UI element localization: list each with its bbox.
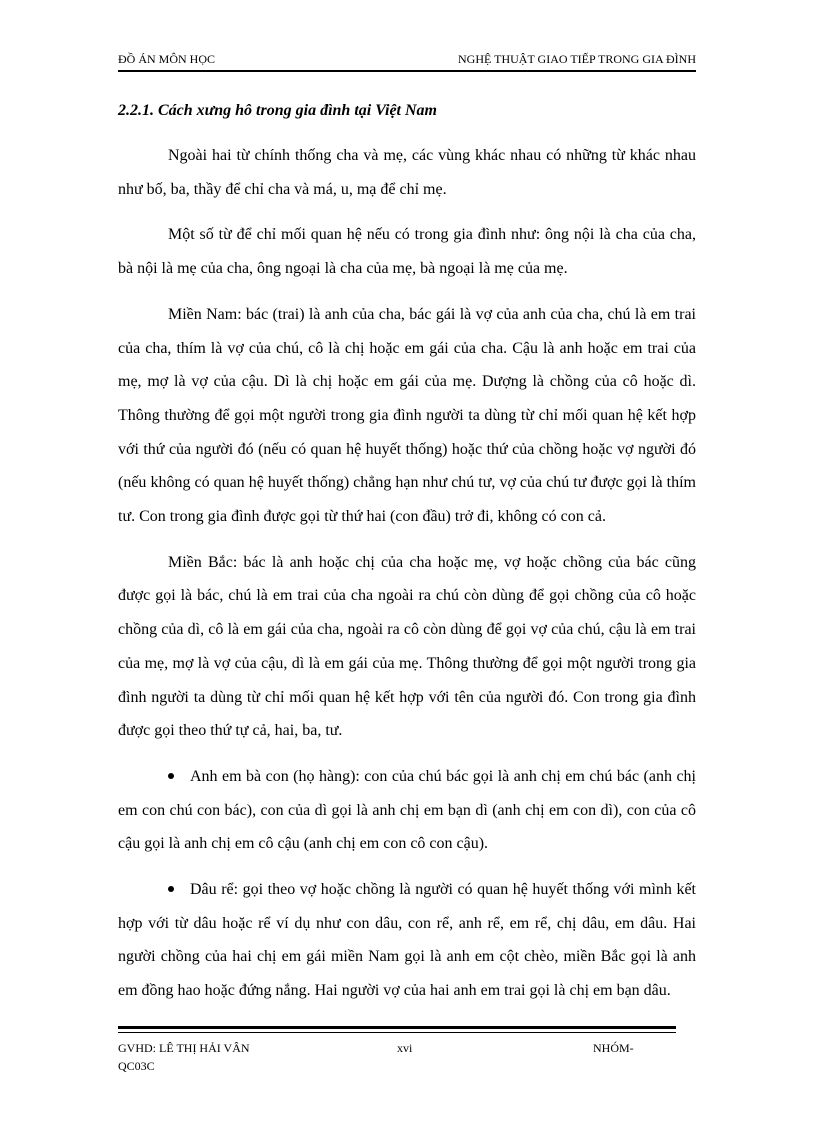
footer-instructor: GVHD: LÊ THỊ HẢI VÂN	[118, 1041, 250, 1055]
header-divider	[118, 70, 696, 72]
bullet-item	[118, 760, 696, 861]
paragraph: Ngoài hai từ chính thống cha và mẹ, các vùng khác nhau có những từ khác nhau như bố, ba, thầy để chỉ cha và má, u, mạ để chỉ mẹ.	[118, 147, 696, 198]
section-heading: 2.2.1. Cách xưng hô trong gia đình tại Việt Nam	[118, 102, 437, 119]
section-body	[118, 139, 696, 1020]
paragraph: Miền Nam: bác (trai) là anh của cha, bác gái là vợ của anh của cha, chú là em trai của cha, thím là vợ của chú, cô là chị hoặc em gái của cha. Cậu là anh hoặc em trai của mẹ, mợ là vợ của cậu. Dì là chị hoặc em gái của mẹ. Dượng là chồng của cô hoặc dì. Thông thường để gọi một người trong gia đình người ta dùng từ chỉ mối quan hệ kết hợp với thứ của người đó (nếu có quan hệ huyết thống) hoặc thứ của chồng hoặc vợ người đó (nếu không có quan hệ huyết thống) chẳng hạn như chú tư, vợ của chú tư được gọi là thím tư. Con trong gia đình được gọi từ thứ hai (con đầu) trở đi, không có con cả.	[118, 305, 696, 526]
bullet-text: Anh em bà con (họ hàng): con của chú bác gọi là anh chị em chú bác (anh chị em con chú con bác), con của dì gọi là anh chị em bạn dì (anh chị em con dì), con của cô cậu gọi là anh chị em cô cậu (anh chị em con cô con cậu).	[118, 767, 696, 853]
footer-divider-thick	[118, 1026, 676, 1029]
footer-group: NHÓM-	[593, 1041, 634, 1055]
footer-page-number: xvi	[397, 1041, 413, 1055]
footer-class-code: QC03C	[118, 1059, 155, 1073]
header-course-label: ĐỒ ÁN MÔN HỌC	[118, 52, 216, 66]
bullet-item	[118, 873, 696, 1008]
footer-divider-thin	[118, 1032, 676, 1033]
header-project-title: NGHỆ THUẬT GIAO TIẾP TRONG GIA ĐÌNH	[458, 52, 696, 66]
bullet-icon	[168, 886, 174, 892]
paragraph: Miền Bắc: bác là anh hoặc chị của cha hoặc mẹ, vợ hoặc chồng của bác cũng được gọi là bác, chú là em trai của cha ngoài ra chú còn dùng để gọi chồng của cô hoặc chồng của dì, cô là em gái của cha, ngoài ra cô còn dùng để gọi vợ của chú, cậu là em trai của mẹ, mợ là vợ của cậu, dì là em gái của mẹ. Thông thường để gọi một người trong gia đình người ta dùng từ chỉ mối quan hệ kết hợp với tên của người đó. Con trong gia đình được gọi theo thứ tự cả, hai, ba, tư.	[118, 553, 696, 740]
page-header	[118, 52, 696, 72]
paragraph: Một số từ để chỉ mối quan hệ nếu có trong gia đình như: ông nội là cha của cha, bà nội là mẹ của cha, ông ngoại là cha của mẹ, bà ngoại là mẹ của mẹ.	[118, 226, 696, 278]
bullet-text: Dâu rể: gọi theo vợ hoặc chồng là người có quan hệ huyết thống với mình kết hợp với từ dâu hoặc rể ví dụ như con dâu, con rể, anh rể, em rể, chị dâu, em dâu. Hai người chồng của hai chị em gái miền Nam gọi là anh em cột chèo, miền Bắc gọi là anh em đồng hao hoặc đứng nắng. Hai người vợ của hai anh em trai gọi là chị em bạn dâu.	[118, 881, 696, 1000]
bullet-icon	[168, 773, 174, 779]
